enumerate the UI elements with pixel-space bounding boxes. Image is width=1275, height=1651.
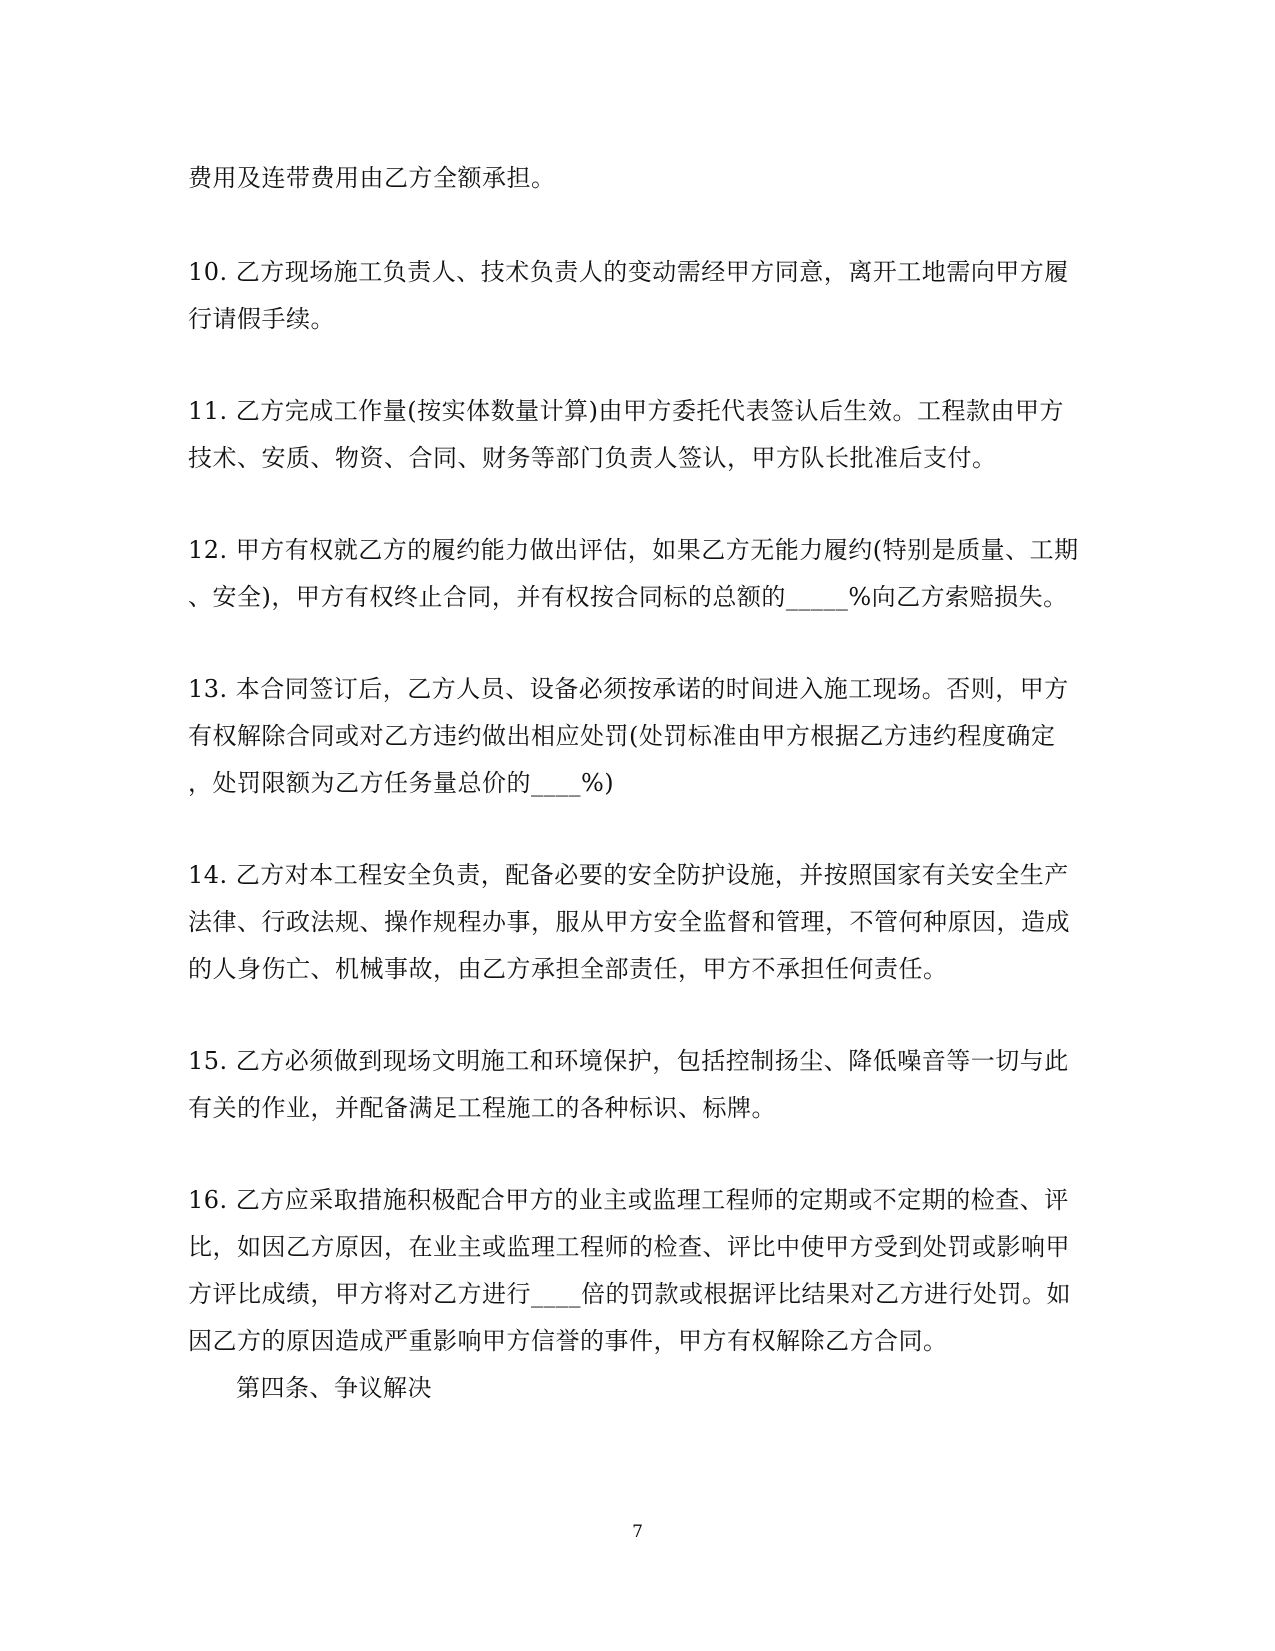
text-line: 14. 乙方对本工程安全负责，配备必要的安全防护设施，并按照国家有关安全生产: [188, 861, 1069, 889]
text-line: 12. 甲方有权就乙方的履约能力做出评估，如果乙方无能力履约(特别是质量、工期: [188, 536, 1079, 564]
text-line: 行请假手续。: [188, 305, 335, 333]
text-line: 技术、安质、物资、合同、财务等部门负责人签认，甲方队长批准后支付。: [188, 444, 997, 472]
text-line: 有关的作业，并配备满足工程施工的各种标识、标牌。: [188, 1094, 776, 1122]
clause-16: [188, 1177, 1088, 1365]
text-line: 11. 乙方完成工作量(按实体数量计算)由甲方委托代表签认后生效。工程款由甲方: [188, 397, 1065, 425]
text-line: 16. 乙方应采取措施积极配合甲方的业主或监理工程师的定期或不定期的检查、评: [188, 1186, 1069, 1214]
page-number: 7: [632, 1522, 643, 1542]
text-line: 因乙方的原因造成严重影响甲方信誉的事件，甲方有权解除乙方合同。: [188, 1327, 948, 1355]
text-line: ，处罚限额为乙方任务量总价的____%): [188, 769, 615, 797]
clause-11: [188, 388, 1088, 482]
text-line: 有权解除合同或对乙方违约做出相应处罚(处罚标准由甲方根据乙方违约程度确定: [188, 722, 1056, 750]
text-line: 法律、行政法规、操作规程办事，服从甲方安全监督和管理，不管何种原因，造成: [188, 908, 1070, 936]
clause-12: [188, 527, 1088, 621]
text-line: 13. 本合同签订后，乙方人员、设备必须按承诺的时间进入施工现场。否则，甲方: [188, 675, 1069, 703]
text-line: 方评比成绩，甲方将对乙方进行____倍的罚款或根据评比结果对乙方进行处罚。如: [188, 1280, 1071, 1308]
section-heading: 第四条、争议解决: [236, 1374, 432, 1402]
text-line: 比，如因乙方原因，在业主或监理工程师的检查、评比中使甲方受到处罚或影响甲: [188, 1233, 1070, 1261]
text-line: 15. 乙方必须做到现场文明施工和环境保护，包括控制扬尘、降低噪音等一切与此: [188, 1047, 1069, 1075]
paragraph-continuation: [188, 155, 1088, 202]
clause-10: [188, 249, 1088, 343]
text-line: 10. 乙方现场施工负责人、技术负责人的变动需经甲方同意，离开工地需向甲方履: [188, 258, 1069, 286]
text-line: 、安全)，甲方有权终止合同，并有权按合同标的总额的_____%向乙方索赔损失。: [188, 583, 1068, 611]
document-body: [188, 155, 1088, 1412]
clause-14: [188, 852, 1088, 993]
clause-13: [188, 666, 1088, 807]
text-line: 费用及连带费用由乙方全额承担。: [188, 164, 556, 192]
text-line: 的人身伤亡、机械事故，由乙方承担全部责任，甲方不承担任何责任。: [188, 955, 948, 983]
clause-15: [188, 1038, 1088, 1132]
